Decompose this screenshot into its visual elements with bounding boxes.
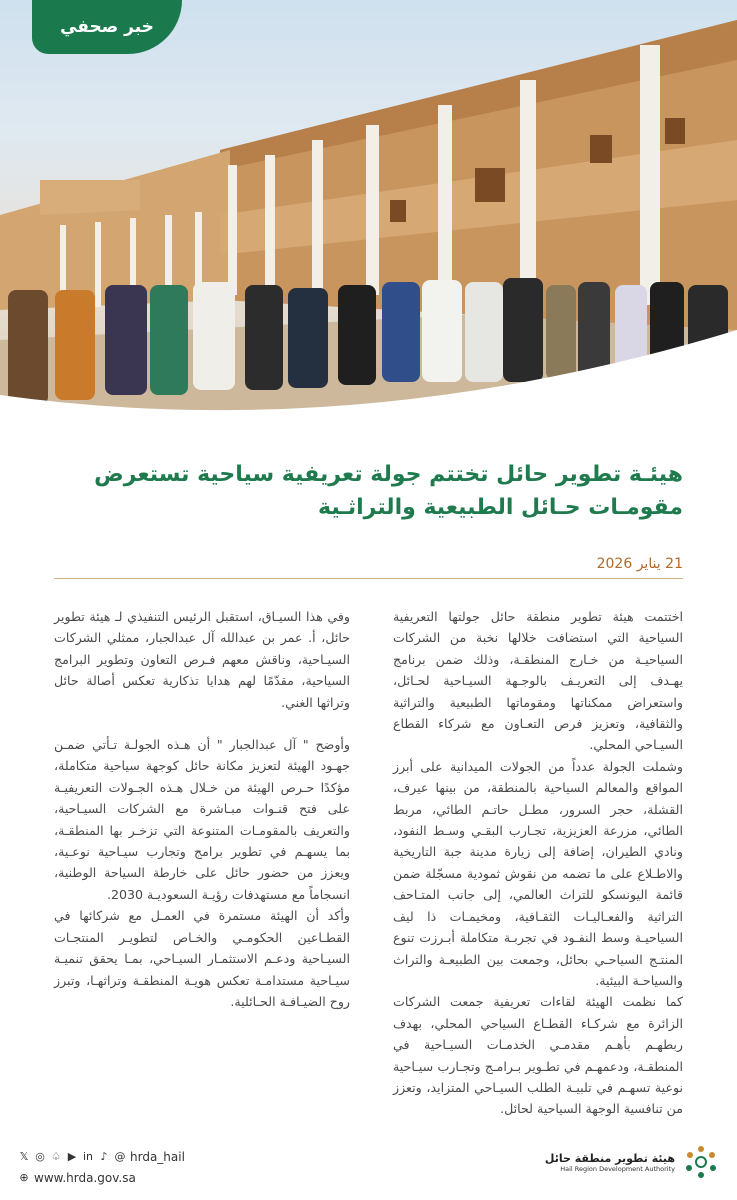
title-line-1: هيئـة تطوير حائل تختتم جولة تعريفية سياحية تستعرض bbox=[94, 462, 683, 487]
social-handle[interactable]: hrda_hail bbox=[130, 1150, 185, 1164]
paragraph: وأكد أن الهيئة مستمرة في العمـل مع شركائها في القطـاعين الحكومـي والخـاص لتطويـر المنتجـات السيـاحية ودعـم الاستثمـار السيـاحي، بمـا يحقق تنميـة سيـاحية مستدامـة تعكس هويـة المنطقـة وتراثهـا، وتبرز روح الضيـافـة الحـائلية. bbox=[54, 908, 350, 1009]
title-line-2: مقومـات حـائل الطبيعية والتراثـية bbox=[318, 495, 683, 520]
hrda-logo-icon bbox=[683, 1144, 719, 1180]
footer bbox=[0, 1140, 737, 1200]
authority-logo bbox=[545, 1144, 719, 1180]
youtube-icon[interactable]: ▶ bbox=[67, 1150, 77, 1163]
paragraph: كما نظمت الهيئة لقاءات تعريفية جمعت الشركات الزائرة مع شركـاء القطـاع السياحي المحلي، بهدف ربطهـم بأهـم مقدمـي الخدمـات السيـاحية في المنطقـة، ودعمهـم في تطـوير بـرامـج وتجـارب سيـاحية نوعية تسهـم في تلبيـة الطلب السيـاحي المتزايد، وتعزز من تنافسية الوجهة السياحية لحائل. bbox=[393, 994, 683, 1117]
instagram-icon[interactable]: ◎ bbox=[35, 1150, 45, 1163]
at-icon: @ bbox=[114, 1150, 126, 1163]
x-icon[interactable]: 𝕏 bbox=[19, 1150, 29, 1163]
heritage-building-illustration bbox=[0, 0, 737, 435]
paragraph: اختتمت هيئة تطوير منطقة حائل جولتها التعريفية السياحية التي استضافت خلالها نخبة من الشركات السياحيـة من خـارج المنطقـة، وذلك ضمن برنامج يهـدف إلى التعريـف بالوجـهة السيـاحية لحـائل، واستعراض ممكناتها ومقوماتها الطبيعية والتراثية والثقافية، وتعزيز فرص التعـاون مع شركاء القطاع السيـاحي المحلي. bbox=[393, 609, 683, 753]
article-title bbox=[83, 458, 683, 524]
website-url[interactable]: www.hrda.gov.sa bbox=[34, 1171, 136, 1185]
paragraph: وأوضح " آل عبدالجبار " أن هـذه الجولـة تـأتي ضمـن جهـود الهيئة لتعزيز مكانة حائل كوجهة سياحية متكاملة، مؤكدًا حـرص الهيئة من خـلال هـذه الجـولات التعريفيـة على فتح قنـوات مبـاشرة مع الشركات السيـاحية، والتعريف بالمقومـات المتنوعة التي تزخـر بها المنطقـة، بما يسهـم في تطوير برامج وتجارب سيـاحية نوعـية، ويعزز من حضور حائل على خارطة السياحة الوطنية، انسجاماً مع مستهدفات رؤيـة السعوديـة 2030. bbox=[54, 737, 350, 902]
paragraph: وفي هذا السيـاق، استقبل الرئيس التنفيذي لـ هيئة تطوير حائل، أ. عمر بن عبدالله آل عبدالجبار، ممثلي الشركات السيـاحية، وناقش معهم فـرص التعاون وتطوير البرامج السياحية، مقدّمًا لهم هدايا تذكارية تعكس أصالة حائل وتراثها الغني. bbox=[54, 609, 350, 710]
date-divider bbox=[54, 578, 683, 579]
article-column-left bbox=[54, 606, 350, 1012]
website-link[interactable] bbox=[18, 1171, 136, 1185]
paragraph: وشملت الجولة عدداً من الجولات الميدانية على أبرز المواقع والمعالم السياحية بالمنطقة، من بينها عيرف، القشلة، حجر السرور، مطـل حاتـم الطائي، مربط الطائي، مزرعة العزيزية، تجـارب البقـي وسـط النفود، ونادي الطيران، إضافة إلى زيارة مدينة جبة التاريخية والاطـلاع على ما تضمه من نقوش ثمودية مسجّلة ضمن قائمة اليونسكو للتراث العالمي، إلى جانب المتـاحف التراثية والفعـاليـات الثقـافية، ومخيمـات ذا ليف السياحيـة وسط النفـود في تجربـة متكاملة أبـرزت تنوع المنتـج السياحـي بحائل، وجمعت بين الطبيعـة والتراث والسياحـة البيئية. bbox=[393, 758, 683, 988]
hero-photo bbox=[0, 0, 737, 435]
globe-icon: ⊕ bbox=[19, 1171, 29, 1184]
snapchat-icon[interactable]: ♤ bbox=[51, 1150, 61, 1163]
tiktok-icon[interactable]: ♪ bbox=[100, 1150, 108, 1163]
article-date: 21 يناير 2026 bbox=[596, 556, 683, 572]
social-links bbox=[18, 1150, 185, 1164]
logo-english-name: Hail Region Development Authority bbox=[560, 1164, 675, 1173]
badge-label: خبر صحفي bbox=[60, 17, 154, 37]
logo-arabic-name: هيئة تطوير منطقة حائل bbox=[544, 1151, 675, 1165]
article-column-right bbox=[393, 606, 683, 1120]
linkedin-icon[interactable]: in bbox=[82, 1150, 94, 1163]
